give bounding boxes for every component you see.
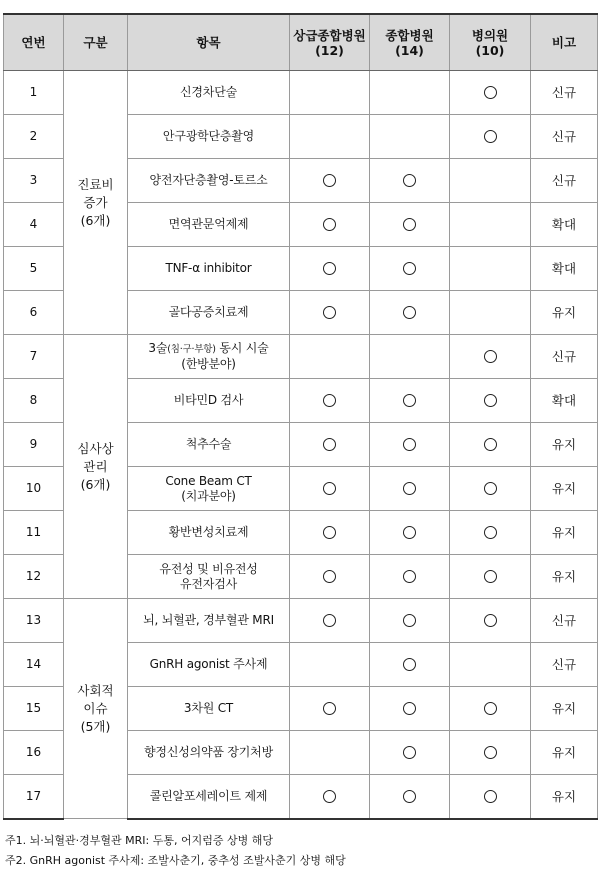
table-body	[4, 71, 598, 819]
item-text: 골다공증치료제	[168, 305, 249, 319]
circle-mark-icon	[403, 614, 416, 627]
group-category-line: 진료비	[77, 176, 114, 192]
mark-clinic	[450, 643, 531, 687]
row-number: 9	[4, 423, 64, 467]
header-clinic-count: (10)	[475, 42, 505, 58]
note-status: 유지	[531, 467, 598, 511]
item-rest-text: 동시 시술	[215, 341, 269, 355]
mark-clinic	[450, 599, 531, 643]
note-status: 유지	[531, 423, 598, 467]
mark-general	[370, 511, 450, 555]
mark-general	[370, 335, 450, 379]
header-no: 연번	[4, 14, 64, 71]
item-text: 유전성 및 비유전성	[159, 561, 258, 576]
mark-tertiary	[290, 159, 370, 203]
item-line	[130, 261, 287, 276]
circle-mark-icon	[323, 526, 336, 539]
mark-clinic	[450, 555, 531, 599]
circle-mark-icon	[323, 614, 336, 627]
item-line	[130, 217, 287, 232]
item-text: 안구광학단층촬영	[162, 129, 255, 143]
circle-mark-icon	[484, 394, 497, 407]
item-text: 3술	[148, 341, 168, 355]
circle-mark-icon	[323, 218, 336, 231]
header-general-count: (14)	[395, 42, 424, 58]
item-line	[130, 525, 287, 540]
item-text: 황반변성치료제	[168, 525, 249, 539]
mark-tertiary	[290, 511, 370, 555]
note-status: 유지	[531, 511, 598, 555]
circle-mark-icon	[484, 570, 497, 583]
note-status: 확대	[531, 379, 598, 423]
item-name	[128, 599, 290, 643]
group-category-line: 증가	[83, 194, 108, 210]
mark-general	[370, 775, 450, 819]
circle-mark-icon	[403, 746, 416, 759]
item-name	[128, 379, 290, 423]
item-line	[130, 85, 287, 100]
row-number: 7	[4, 335, 64, 379]
note-status: 유지	[531, 731, 598, 775]
header-tertiary-count: (12)	[315, 42, 344, 58]
item-line-2: (치과분야)	[181, 488, 236, 503]
item-text: 뇌, 뇌혈관, 경부혈관 MRI	[143, 613, 274, 627]
mark-general	[370, 555, 450, 599]
item-name	[128, 335, 290, 379]
circle-mark-icon	[484, 438, 497, 451]
mark-tertiary	[290, 467, 370, 511]
note-status: 유지	[531, 775, 598, 819]
item-line	[130, 657, 287, 672]
mark-tertiary	[290, 687, 370, 731]
note-status: 신규	[531, 115, 598, 159]
note-status: 신규	[531, 335, 598, 379]
circle-mark-icon	[403, 482, 416, 495]
note-status: 신규	[531, 159, 598, 203]
mark-general	[370, 115, 450, 159]
table-row	[4, 599, 598, 643]
header-clinic	[450, 14, 531, 71]
mark-tertiary	[290, 599, 370, 643]
row-number: 2	[4, 115, 64, 159]
table-row	[4, 335, 598, 379]
item-line	[130, 437, 287, 452]
group-category-line: 이슈	[83, 700, 108, 716]
row-number: 12	[4, 555, 64, 599]
circle-mark-icon	[403, 702, 416, 715]
header-general-hospital	[370, 14, 450, 71]
item-small-text: (침·구·부항)	[167, 344, 216, 355]
item-line	[130, 701, 287, 716]
note-status: 확대	[531, 247, 598, 291]
mark-clinic	[450, 731, 531, 775]
header-row	[4, 14, 598, 71]
group-category-line: (6개)	[80, 212, 111, 228]
circle-mark-icon	[323, 306, 336, 319]
group-category-line: (5개)	[80, 718, 111, 734]
note-status: 유지	[531, 291, 598, 335]
circle-mark-icon	[403, 218, 416, 231]
mark-clinic	[450, 71, 531, 115]
mark-clinic	[450, 159, 531, 203]
note-status: 신규	[531, 599, 598, 643]
item-line	[130, 789, 287, 804]
mark-tertiary	[290, 643, 370, 687]
row-number: 6	[4, 291, 64, 335]
item-text: Cone Beam CT	[165, 473, 252, 488]
mark-clinic	[450, 203, 531, 247]
item-line	[130, 474, 287, 489]
circle-mark-icon	[323, 438, 336, 451]
item-line	[130, 129, 287, 144]
mark-clinic	[450, 247, 531, 291]
mark-tertiary	[290, 731, 370, 775]
circle-mark-icon	[323, 790, 336, 803]
circle-mark-icon	[323, 174, 336, 187]
circle-mark-icon	[403, 570, 416, 583]
mark-general	[370, 687, 450, 731]
footnote-1: 주1. 뇌·뇌혈관·경부혈관 MRI: 두통, 어지럼증 상병 해당	[5, 834, 273, 847]
item-text: 신경차단술	[180, 85, 237, 99]
note-status: 신규	[531, 71, 598, 115]
item-name	[128, 115, 290, 159]
item-name	[128, 159, 290, 203]
row-number: 14	[4, 643, 64, 687]
mark-clinic	[450, 775, 531, 819]
item-name	[128, 203, 290, 247]
mark-tertiary	[290, 379, 370, 423]
mark-clinic	[450, 423, 531, 467]
mark-tertiary	[290, 247, 370, 291]
mark-clinic	[450, 467, 531, 511]
note-status: 유지	[531, 555, 598, 599]
group-category	[64, 599, 128, 819]
mark-general	[370, 247, 450, 291]
mark-general	[370, 71, 450, 115]
circle-mark-icon	[484, 482, 497, 495]
header-tertiary-label: 상급종합병원	[293, 27, 366, 43]
row-number: 13	[4, 599, 64, 643]
mark-tertiary	[290, 291, 370, 335]
header-item: 항목	[128, 14, 290, 71]
item-text: 비타민D 검사	[173, 393, 244, 407]
item-line	[130, 341, 287, 357]
row-number: 17	[4, 775, 64, 819]
item-name	[128, 555, 290, 599]
mark-general	[370, 643, 450, 687]
item-text: 척추수술	[185, 437, 232, 451]
mark-clinic	[450, 115, 531, 159]
header-clinic-label: 병의원	[471, 27, 509, 43]
group-category-line: (6개)	[80, 476, 111, 492]
header-tertiary-hospital	[290, 14, 370, 71]
item-name	[128, 687, 290, 731]
item-name	[128, 643, 290, 687]
mark-tertiary	[290, 423, 370, 467]
row-number: 16	[4, 731, 64, 775]
mark-general	[370, 467, 450, 511]
item-line	[130, 393, 287, 408]
circle-mark-icon	[323, 702, 336, 715]
header-category: 구분	[64, 14, 128, 71]
footnote-2: 주2. GnRH agonist 주사제: 조발사춘기, 중추성 조발사춘기 상병 해당	[5, 854, 346, 867]
mark-general	[370, 599, 450, 643]
circle-mark-icon	[403, 394, 416, 407]
circle-mark-icon	[323, 262, 336, 275]
mark-general	[370, 731, 450, 775]
item-line	[130, 613, 287, 628]
mark-general	[370, 159, 450, 203]
mark-clinic	[450, 511, 531, 555]
item-line	[130, 745, 287, 760]
header-general-label: 종합병원	[385, 27, 434, 43]
circle-mark-icon	[484, 702, 497, 715]
row-number: 15	[4, 687, 64, 731]
mark-clinic	[450, 687, 531, 731]
mark-tertiary	[290, 115, 370, 159]
item-name	[128, 775, 290, 819]
mark-tertiary	[290, 555, 370, 599]
item-name	[128, 423, 290, 467]
row-number: 4	[4, 203, 64, 247]
mark-tertiary	[290, 335, 370, 379]
item-text: TNF-α inhibitor	[165, 261, 252, 275]
circle-mark-icon	[403, 526, 416, 539]
row-number: 1	[4, 71, 64, 115]
group-category-line: 사회적	[77, 682, 114, 698]
header-note: 비고	[531, 14, 598, 71]
circle-mark-icon	[484, 790, 497, 803]
item-line	[130, 173, 287, 188]
item-line	[130, 562, 287, 577]
row-number: 10	[4, 467, 64, 511]
item-line-2: 유전자검사	[180, 576, 237, 591]
circle-mark-icon	[403, 790, 416, 803]
circle-mark-icon	[323, 394, 336, 407]
circle-mark-icon	[484, 614, 497, 627]
mark-general	[370, 423, 450, 467]
item-name	[128, 467, 290, 511]
item-line-2: (한방분야)	[181, 357, 236, 371]
group-category	[64, 335, 128, 599]
row-number: 8	[4, 379, 64, 423]
monitoring-items-table	[3, 13, 598, 820]
item-name	[128, 731, 290, 775]
circle-mark-icon	[484, 130, 497, 143]
group-category-line: 심사상	[77, 440, 114, 456]
mark-clinic	[450, 335, 531, 379]
circle-mark-icon	[403, 306, 416, 319]
item-name	[128, 291, 290, 335]
mark-general	[370, 291, 450, 335]
mark-clinic	[450, 291, 531, 335]
circle-mark-icon	[403, 438, 416, 451]
item-text: 콜린알포세레이트 제제	[149, 788, 268, 803]
group-category-line: 관리	[83, 458, 108, 474]
note-status: 신규	[531, 643, 598, 687]
note-status: 확대	[531, 203, 598, 247]
circle-mark-icon	[484, 746, 497, 759]
circle-mark-icon	[403, 658, 416, 671]
mark-tertiary	[290, 775, 370, 819]
table-row	[4, 71, 598, 115]
item-name	[128, 71, 290, 115]
item-text: GnRH agonist 주사제	[149, 657, 268, 671]
item-line	[130, 305, 287, 320]
item-text: 면역관문억제제	[168, 217, 249, 231]
circle-mark-icon	[484, 86, 497, 99]
item-name	[128, 247, 290, 291]
footnotes	[5, 831, 346, 871]
row-number: 11	[4, 511, 64, 555]
circle-mark-icon	[323, 570, 336, 583]
group-category	[64, 71, 128, 335]
mark-clinic	[450, 379, 531, 423]
note-status: 유지	[531, 687, 598, 731]
item-text: 양전자단층촬영-토르소	[149, 173, 268, 187]
item-name	[128, 511, 290, 555]
circle-mark-icon	[484, 526, 497, 539]
mark-general	[370, 379, 450, 423]
circle-mark-icon	[403, 174, 416, 187]
row-number: 3	[4, 159, 64, 203]
item-text: 3차원 CT	[183, 701, 234, 715]
circle-mark-icon	[323, 482, 336, 495]
mark-tertiary	[290, 71, 370, 115]
mark-tertiary	[290, 203, 370, 247]
circle-mark-icon	[484, 350, 497, 363]
row-number: 5	[4, 247, 64, 291]
item-text: 향정신성의약품 장기처방	[144, 745, 273, 759]
circle-mark-icon	[403, 262, 416, 275]
mark-general	[370, 203, 450, 247]
